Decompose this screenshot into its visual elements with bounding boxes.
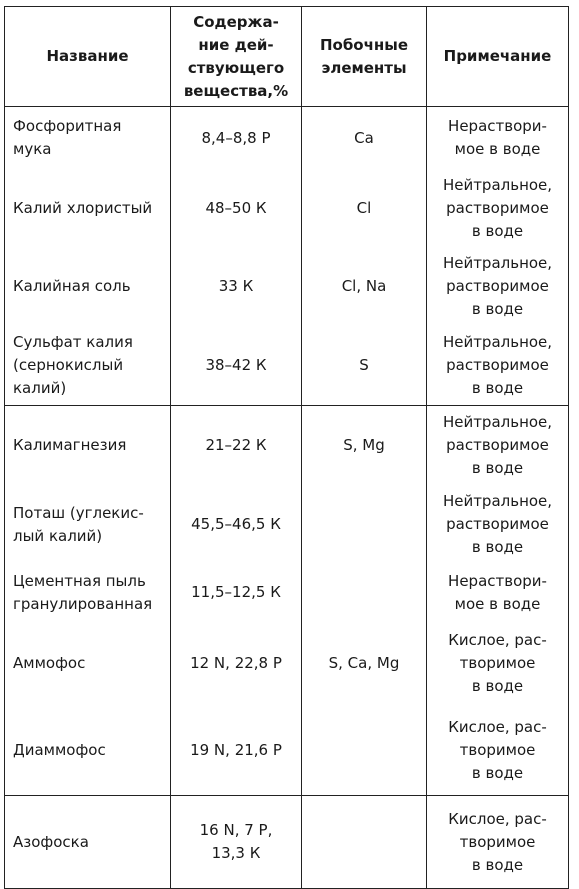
cell-side-elements: Cl, Na — [302, 248, 427, 326]
note-line: растворимое — [446, 436, 549, 455]
cell-content: 12 N, 22,8 Р — [171, 622, 302, 706]
note-line: растворимое — [446, 199, 549, 217]
table-row — [5, 170, 569, 248]
cell-side-elements — [302, 796, 427, 889]
header-content-line: ние дей- — [198, 35, 274, 54]
name-line: Калимагнезия — [13, 436, 127, 455]
note-line: мое в воде — [454, 594, 541, 613]
cell-note — [427, 326, 569, 406]
note-line: растворимое — [446, 515, 549, 533]
name-line: гранулированная — [13, 594, 153, 613]
cell-name — [5, 796, 171, 889]
name-line: Фосфоритная — [13, 117, 122, 136]
note-line: в воде — [471, 763, 524, 782]
table-header-row — [5, 7, 569, 107]
cell-name — [5, 170, 171, 248]
cell-name — [5, 107, 171, 170]
name-line: Азофоска — [13, 832, 89, 851]
note-line: Нейтральное, — [442, 176, 553, 194]
name-line: Диаммофос — [13, 740, 106, 759]
cell-content: 45,5–46,5 К — [171, 486, 302, 564]
header-note: Примечание — [427, 7, 569, 107]
cell-name — [5, 326, 171, 406]
header-side-line: Побочные — [319, 35, 409, 54]
name-line: Аммофос — [13, 654, 86, 672]
cell-note — [427, 564, 569, 622]
note-line: в воде — [471, 538, 524, 556]
note-line: Нераствори- — [448, 117, 547, 136]
note-line: Нейтральное, — [442, 254, 553, 272]
table-row — [5, 248, 569, 326]
note-line: Нейтральное, — [442, 492, 553, 510]
name-line: Сульфат калия — [13, 332, 133, 351]
cell-side-elements: Cl — [302, 170, 427, 248]
cell-content: 11,5–12,5 К — [171, 564, 302, 622]
header-side-line: элементы — [321, 58, 407, 77]
note-line: растворимое — [446, 355, 549, 374]
note-line: Кислое, рас- — [448, 631, 547, 649]
cell-content: 8,4–8,8 Р — [171, 107, 302, 170]
note-line: в воде — [471, 300, 524, 318]
table-row — [5, 107, 569, 170]
note-line: Нераствори- — [448, 571, 547, 590]
name-line: лый калий) — [13, 526, 103, 545]
cell-name — [5, 486, 171, 564]
cell-side-elements — [302, 706, 427, 796]
note-line: Кислое, рас- — [448, 809, 547, 828]
cell-note — [427, 170, 569, 248]
cell-note — [427, 486, 569, 564]
table-row — [5, 486, 569, 564]
content-line: 13,3 К — [211, 844, 261, 862]
note-line: в воде — [471, 378, 524, 397]
name-line: калий) — [13, 378, 67, 397]
cell-side-elements: S, Mg — [302, 406, 427, 486]
cell-content: 33 К — [171, 248, 302, 326]
cell-note — [427, 796, 569, 889]
note-line: в воде — [471, 855, 524, 874]
note-line: творимое — [459, 832, 536, 851]
cell-note — [427, 107, 569, 170]
header-side-elements — [302, 7, 427, 107]
name-line: Поташ (углекис- — [13, 503, 144, 522]
cell-content: 38–42 К — [171, 326, 302, 406]
name-line: Цементная пыль — [13, 571, 146, 590]
table-row — [5, 622, 569, 706]
cell-note — [427, 248, 569, 326]
fertilizer-table — [4, 6, 569, 889]
cell-name — [5, 406, 171, 486]
name-line: мука — [13, 140, 52, 159]
note-line: в воде — [471, 222, 524, 240]
table-row — [5, 564, 569, 622]
header-name: Название — [5, 7, 171, 107]
cell-name — [5, 622, 171, 706]
cell-content: 48–50 К — [171, 170, 302, 248]
note-line: Нейтральное, — [442, 413, 553, 432]
table-row — [5, 326, 569, 406]
header-content-line: Содержа- — [193, 12, 279, 31]
cell-name — [5, 248, 171, 326]
name-line: (сернокислый — [13, 355, 124, 374]
cell-content — [171, 796, 302, 889]
cell-side-elements: S — [302, 326, 427, 406]
cell-name — [5, 564, 171, 622]
cell-note — [427, 406, 569, 486]
cell-note — [427, 706, 569, 796]
note-line: Нейтральное, — [442, 332, 553, 351]
cell-side-elements: S, Ca, Mg — [302, 622, 427, 706]
cell-content: 19 N, 21,6 Р — [171, 706, 302, 796]
content-line: 16 N, 7 Р, — [199, 821, 273, 839]
cell-name — [5, 706, 171, 796]
note-line: мое в воде — [454, 140, 541, 159]
note-line: творимое — [459, 740, 536, 759]
cell-note — [427, 622, 569, 706]
cell-side-elements — [302, 486, 427, 564]
cell-content: 21–22 К — [171, 406, 302, 486]
header-content-line: вещества,% — [183, 81, 289, 100]
table-row — [5, 406, 569, 486]
note-line: творимое — [459, 654, 536, 672]
table-row — [5, 796, 569, 889]
cell-side-elements: Ca — [302, 107, 427, 170]
name-line: Калийная соль — [13, 277, 131, 295]
header-content — [171, 7, 302, 107]
table-row — [5, 706, 569, 796]
note-line: в воде — [471, 677, 524, 695]
note-line: растворимое — [446, 277, 549, 295]
name-line: Калий хлористый — [13, 199, 153, 217]
note-line: Кислое, рас- — [448, 717, 547, 736]
header-content-line: ствующего — [187, 58, 285, 77]
note-line: в воде — [471, 459, 524, 478]
cell-side-elements — [302, 564, 427, 622]
